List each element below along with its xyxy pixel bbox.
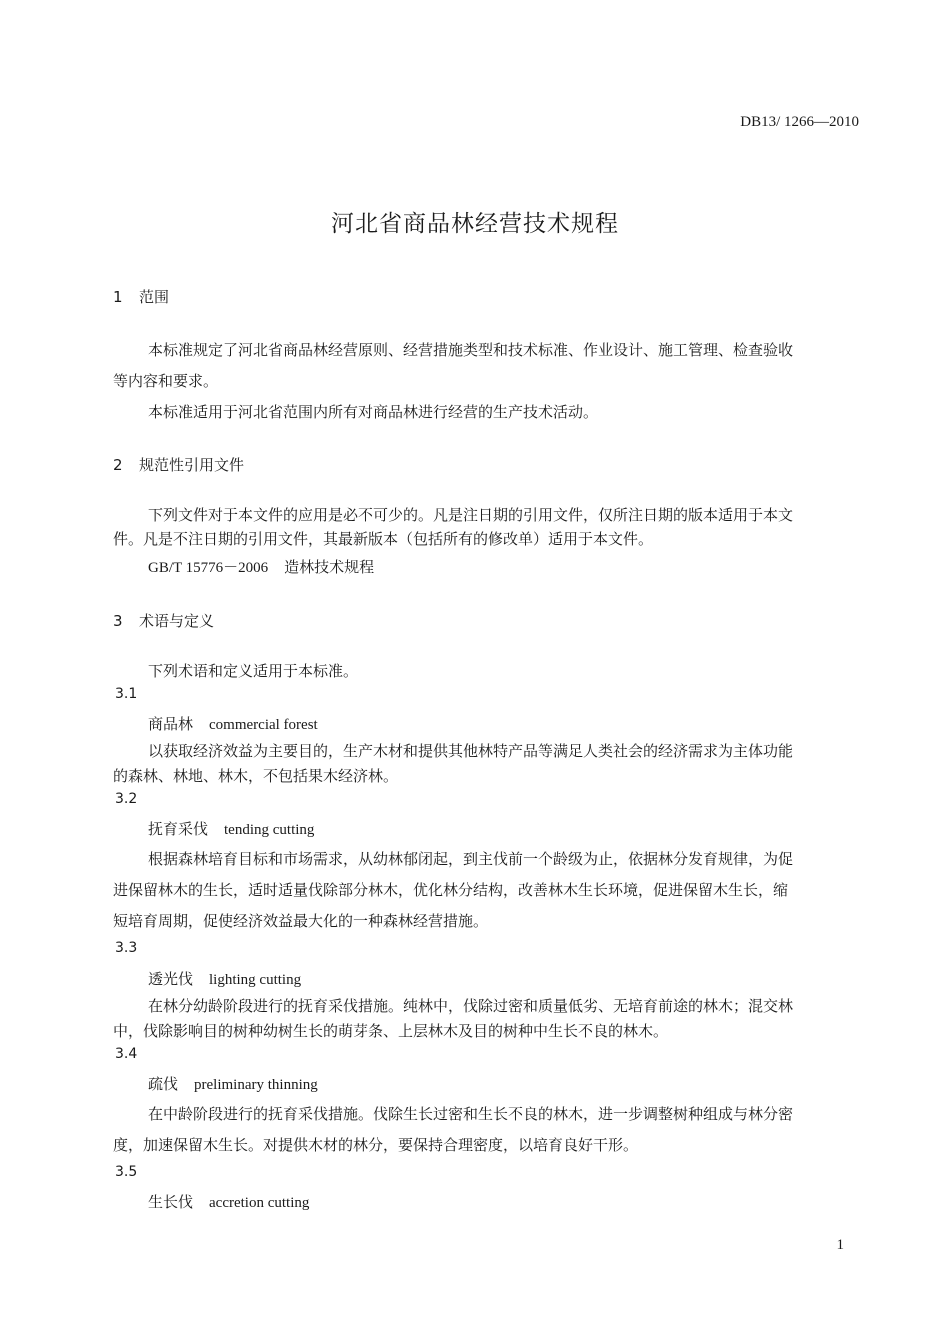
term-def-line: 中，伐除影响目的树种幼树生长的萌芽条、上层林木及目的树种中生长不良的林木。 bbox=[113, 1022, 669, 1040]
term-def-line: 在林分幼龄阶段进行的抚育采伐措施。纯林中，伐除过密和质量低劣、无培育前途的林木；混交林 bbox=[148, 997, 794, 1015]
section-number: 2 bbox=[113, 456, 123, 474]
term-def-line: 的森林、林地、林木，不包括果木经济林。 bbox=[113, 767, 399, 785]
section-1-para-1-line-1: 本标准规定了河北省商品林经营原则、经营措施类型和技术标准、作业设计、施工管理、检查验收 bbox=[148, 341, 794, 359]
term-en: preliminary thinning bbox=[194, 1077, 318, 1093]
term-def-line: 以获取经济效益为主要目的，生产木材和提供其他林特产品等满足人类社会的经济需求为主体功能 bbox=[148, 742, 794, 760]
reference-code: GB/T 15776－2006 bbox=[148, 560, 269, 576]
section-1-para-2: 本标准适用于河北省范围内所有对商品林进行经营的生产技术活动。 bbox=[148, 403, 599, 421]
reference-title: 造林技术规程 bbox=[284, 558, 375, 576]
section-2-para-1-line-1: 下列文件对于本文件的应用是必不可少的。凡是注日期的引用文件，仅所注日期的版本适用于本文 bbox=[148, 506, 794, 524]
term-en: lighting cutting bbox=[209, 972, 302, 988]
standard-code: DB13/ 1266—2010 bbox=[740, 114, 859, 130]
term-number: 3.3 bbox=[115, 940, 138, 956]
section-3-intro: 下列术语和定义适用于本标准。 bbox=[148, 662, 359, 680]
section-title: 范围 bbox=[139, 288, 170, 306]
page-number: 1 bbox=[836, 1237, 844, 1253]
term-def-line: 进保留林木的生长，适时适量伐除部分林木，优化林分结构，改善林木生长环境，促进保留木生长，缩 bbox=[113, 881, 789, 899]
term-def-line: 短培育周期，促使经济效益最大化的一种森林经营措施。 bbox=[113, 912, 489, 930]
document-title: 河北省商品林经营技术规程 bbox=[331, 211, 619, 237]
term-en: tending cutting bbox=[224, 822, 315, 838]
term-def-line: 度，加速保留木生长。对提供木材的林分，要保持合理密度，以培育良好干形。 bbox=[113, 1136, 639, 1154]
term-def-line: 在中龄阶段进行的抚育采伐措施。伐除生长过密和生长不良的林木，进一步调整树种组成与林分密 bbox=[148, 1105, 794, 1123]
term-zh: 疏伐 bbox=[148, 1075, 179, 1093]
term-label bbox=[148, 713, 318, 734]
term-zh: 透光伐 bbox=[148, 970, 194, 988]
term-number: 3.2 bbox=[115, 791, 138, 807]
term-label bbox=[148, 1073, 318, 1094]
section-3-heading bbox=[113, 610, 214, 631]
section-2-heading bbox=[113, 454, 244, 475]
term-label bbox=[148, 1191, 309, 1212]
term-zh: 抚育采伐 bbox=[148, 820, 209, 838]
term-label bbox=[148, 818, 314, 839]
section-number: 1 bbox=[113, 288, 123, 306]
section-number: 3 bbox=[113, 612, 123, 630]
term-zh: 生长伐 bbox=[148, 1193, 194, 1211]
section-1-heading bbox=[113, 286, 169, 307]
section-title: 术语与定义 bbox=[139, 612, 215, 630]
term-en: commercial forest bbox=[209, 717, 318, 733]
term-def-line: 根据森林培育目标和市场需求，从幼林郁闭起，到主伐前一个龄级为止，依据林分发育规律，为促 bbox=[148, 850, 794, 868]
term-number: 3.4 bbox=[115, 1046, 138, 1062]
term-label bbox=[148, 968, 301, 989]
term-zh: 商品林 bbox=[148, 715, 194, 733]
section-title: 规范性引用文件 bbox=[139, 456, 245, 474]
section-1-para-1-line-2: 等内容和要求。 bbox=[113, 372, 219, 390]
term-number: 3.1 bbox=[115, 686, 138, 702]
normative-reference bbox=[148, 556, 374, 577]
term-number: 3.5 bbox=[115, 1164, 138, 1180]
section-2-para-1-line-2: 件。凡是不注日期的引用文件，其最新版本（包括所有的修改单）适用于本文件。 bbox=[113, 530, 654, 548]
term-en: accretion cutting bbox=[209, 1195, 310, 1211]
